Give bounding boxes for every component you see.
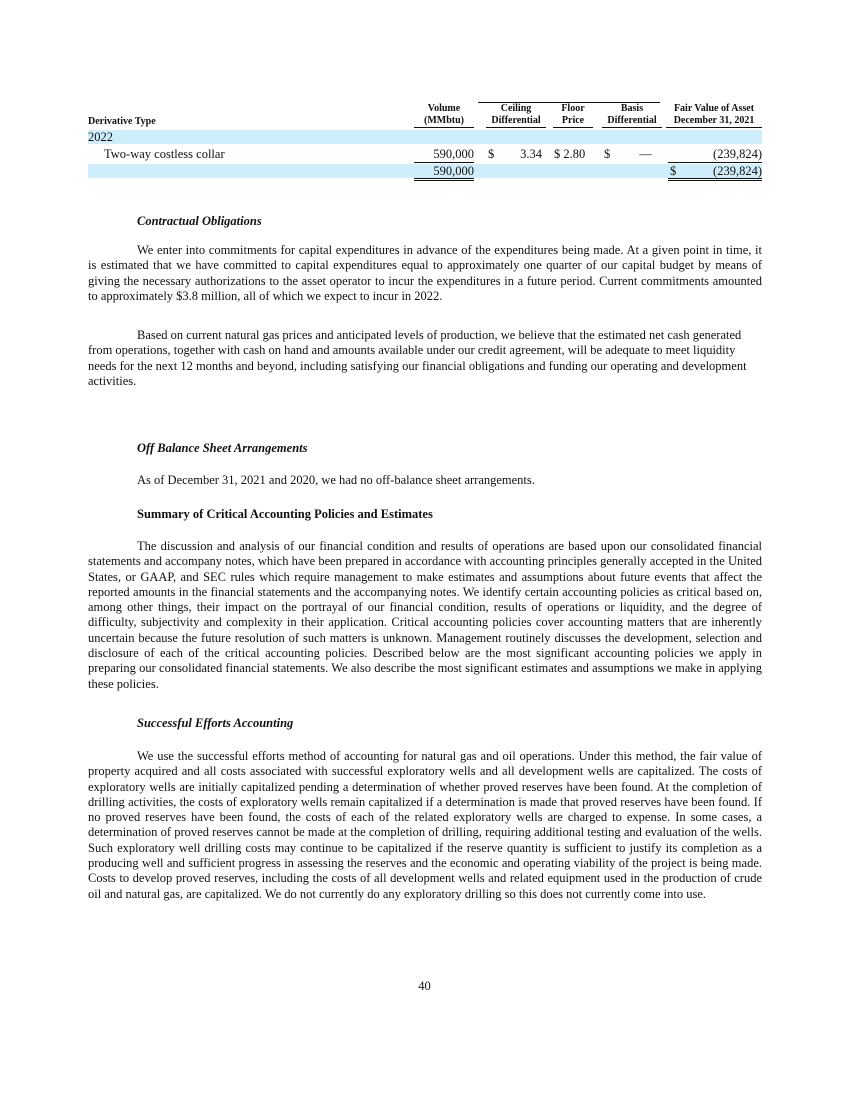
row-basis-sign: $ bbox=[604, 147, 611, 161]
critical-accounting-paragraph: The discussion and analysis of our financial condition and results of operations are based upon our consolidated financial statements and accompany notes, which have been prepared in accordance with accounting principles generally accepted in the United States, or GAAP, and SEC rules which require management to make estimates and assumptions about future events that affect the reported amounts in the financial statements and the accompanying notes. We identify certain accounting policies as critical based on, among other things, their impact on the portrayal of our financial condition, results of operations or liquidity, and the degree of difficulty, subjectivity and complexity in their application. Critical accounting policies cover accounting matters that are inherently uncertain because the future resolution of such matters is unknown. Management routinely discusses the development, selection and disclosure of each of the critical accounting policies. Described below are the most significant accounting policies we apply in preparing our consolidated financial statements. We also describe the most significant estimates and assumptions we make in applying these policies. bbox=[88, 539, 762, 691]
header-volume: Volume (MMbtu) bbox=[414, 103, 474, 128]
row-ceiling: 3.34 bbox=[520, 147, 542, 161]
total-fair-value: (239,824) bbox=[713, 164, 762, 178]
year-label: 2022 bbox=[88, 130, 113, 144]
total-volume-double-rule bbox=[414, 178, 474, 181]
total-fair-value-double-rule bbox=[668, 178, 762, 181]
volume-underline bbox=[414, 162, 474, 163]
page-number: 40 bbox=[418, 979, 431, 993]
total-volume: 590,000 bbox=[433, 164, 474, 178]
row-ceiling-sign: $ bbox=[488, 147, 495, 161]
table-row-total bbox=[88, 164, 762, 178]
row-basis: — bbox=[639, 147, 652, 161]
table-row-year bbox=[88, 130, 762, 144]
row-volume: 590,000 bbox=[433, 147, 474, 161]
row-label: Two-way costless collar bbox=[104, 147, 225, 161]
header-floor: Floor Price bbox=[553, 103, 593, 128]
contractual-obligations-heading: Contractual Obligations bbox=[137, 214, 262, 228]
successful-efforts-heading: Successful Efforts Accounting bbox=[137, 716, 294, 730]
successful-efforts-paragraph: We use the successful efforts method of accounting for natural gas and oil operations. Under this method, the fair value of property acquired and all costs associated with successful exploratory wells and all development wells are capitalized. The costs of exploratory wells are initially capitalized pending a determination of whether proved reserves have been found. At the completion of drilling activities, the costs of exploratory wells remain capitalized if a determination is made that proved reserves have been found. If no proved reserves have been found, the costs of each of the related exploratory wells are charged to expense. In some cases, a determination of proved reserves cannot be made at the completion of drilling, requiring additional testing and evaluation of the wells. Such exploratory well drilling costs may continue to be capitalized if the reserve quantity is sufficient to justify its completion as a producing well and sufficient progress in assessing the reserves and the economic and operating viability of the project is being made. Costs to develop proved reserves, including the costs of all development wells and related equipment used in the production of crude oil and natural gas, are capitalized. We do not currently do any exploratory drilling so this does not currently come into use. bbox=[88, 749, 762, 901]
contractual-paragraph-2: Based on current natural gas prices and anticipated levels of production, we believe that the estimated net cash generated from operations, together with cash on hand and amounts available under our credit agreement, will be adequate to meet liquidity needs for the next 12 months and beyond, including satisfying our financial obligations and funding our operating and development activities. bbox=[88, 328, 747, 388]
header-fair-value: Fair Value of Asset December 31, 2021 bbox=[666, 103, 762, 128]
table-header bbox=[88, 102, 762, 128]
row-fair-value: (239,824) bbox=[713, 147, 762, 161]
fair-value-underline bbox=[668, 162, 762, 163]
critical-accounting-heading: Summary of Critical Accounting Policies and Estimates bbox=[137, 507, 433, 521]
header-basis: Basis Differential bbox=[602, 103, 662, 128]
header-ceiling: Ceiling Differential bbox=[486, 103, 546, 128]
contractual-paragraph-1: We enter into commitments for capital expenditures in advance of the expenditures being made. At a given point in time, it is estimated that we have committed to capital expenditures equal to approximately one quarter of our capital budget by means of giving the necessary authorizations to the asset operator to incur the expenditures in a future period. Current commitments amounted to approximately $3.8 million, all of which we expect to incur in 2022. bbox=[88, 243, 762, 303]
header-derivative-type: Derivative Type bbox=[88, 116, 156, 127]
off-balance-paragraph: As of December 31, 2021 and 2020, we had no off-balance sheet arrangements. bbox=[137, 473, 535, 487]
off-balance-heading: Off Balance Sheet Arrangements bbox=[137, 441, 308, 455]
total-fair-value-sign: $ bbox=[670, 164, 677, 178]
table-row bbox=[88, 147, 762, 161]
row-floor: $ 2.80 bbox=[554, 147, 586, 161]
